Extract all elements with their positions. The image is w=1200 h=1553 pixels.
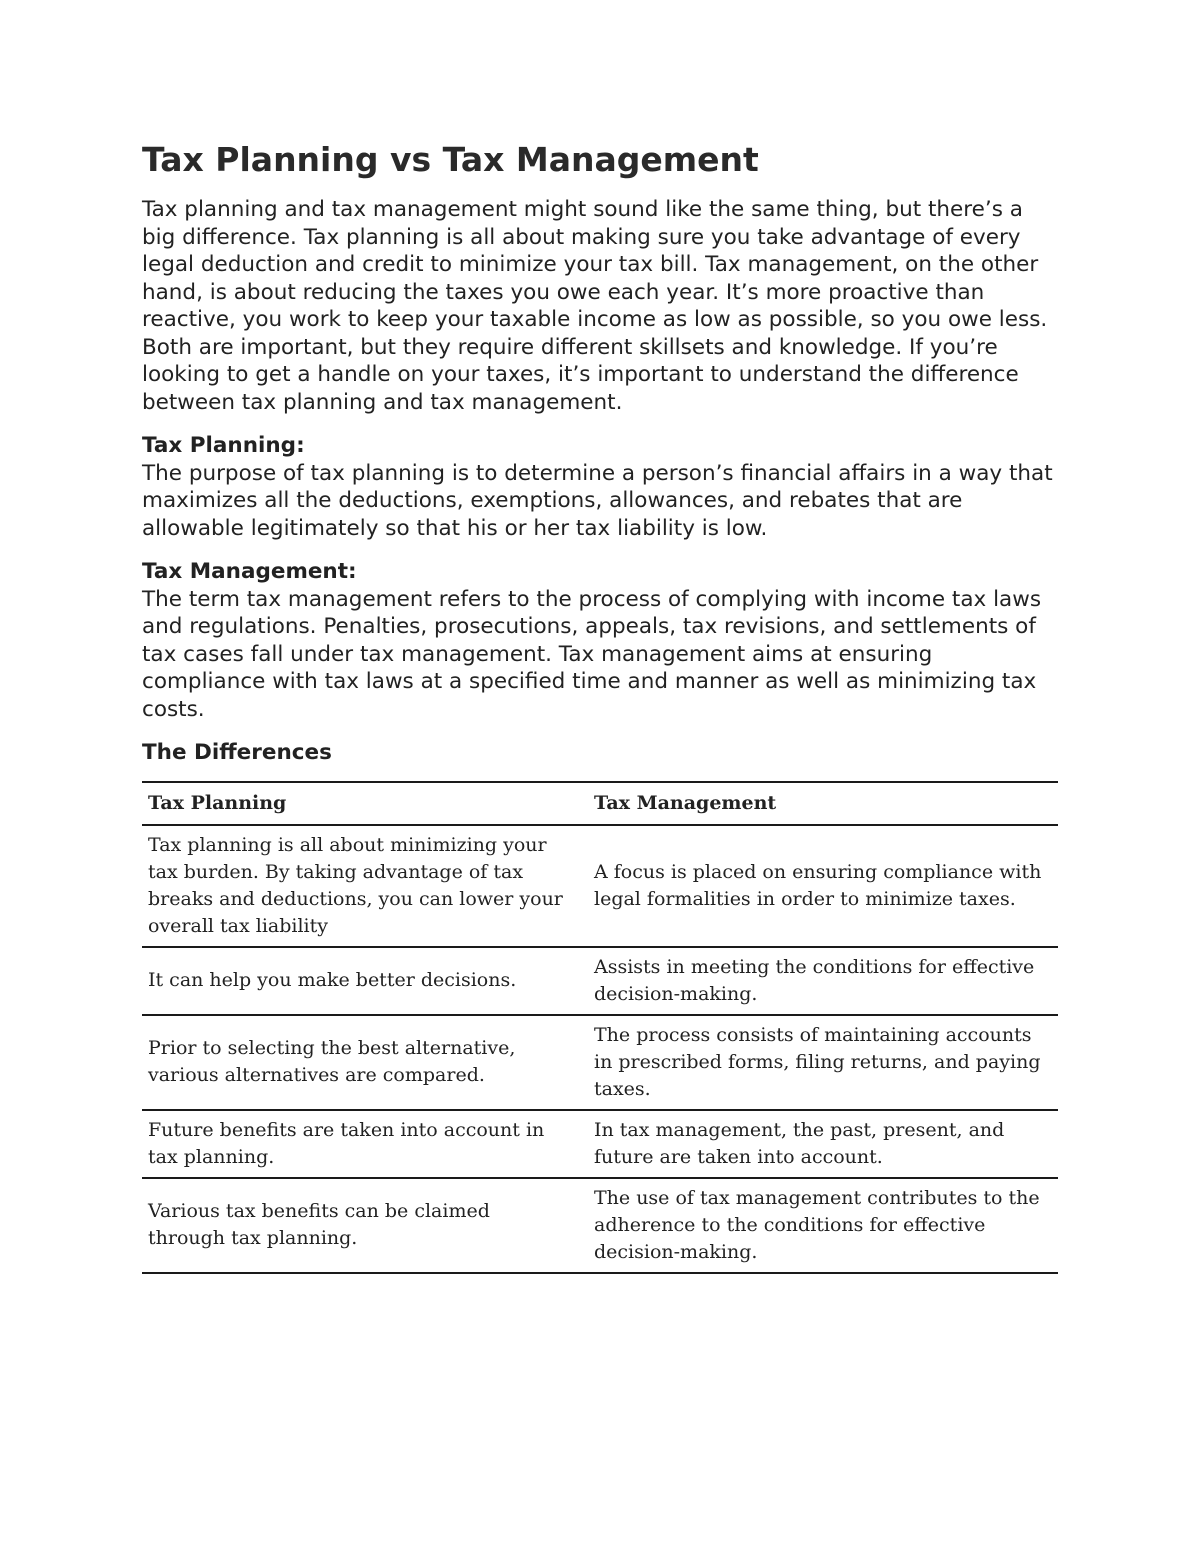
- table-cell: It can help you make better decisions.: [142, 947, 588, 1015]
- table-row: [142, 1178, 1058, 1273]
- differences-heading: The Differences: [142, 740, 332, 765]
- section-heading: Tax Management:: [142, 559, 357, 584]
- table-cell: The use of tax management contributes to the adherence to the conditions for effective decision-making.: [588, 1178, 1058, 1273]
- table-cell: In tax management, the past, present, and future are taken into account.: [588, 1110, 1058, 1178]
- section-body: The term tax management refers to the process of complying with income tax laws and regulations. Penalties, prosecutions, appeals, tax revisions, and settlements of tax cases fall under tax management. Tax management aims at ensuring compliance with tax laws at a specified time and manner as well as minimizing tax costs.: [142, 586, 1042, 722]
- table-cell: Assists in meeting the conditions for effective decision-making.: [588, 947, 1058, 1015]
- table-cell: Tax planning is all about minimizing your tax burden. By taking advantage of tax breaks and deductions, you can lower your overall tax liability: [142, 825, 588, 947]
- table-header-cell: Tax Planning: [142, 782, 588, 825]
- table-cell: The process consists of maintaining accounts in prescribed forms, filing returns, and paying taxes.: [588, 1015, 1058, 1110]
- table-cell: Prior to selecting the best alternative, various alternatives are compared.: [142, 1015, 588, 1110]
- page-title: Tax Planning vs Tax Management: [142, 140, 759, 179]
- section-body: The purpose of tax planning is to determine a person’s financial affairs in a way that maximizes all the deductions, exemptions, allowances, and rebates that are allowable legitimately so that his or her tax liability is low.: [142, 460, 1053, 541]
- section-tax-management: [142, 558, 1058, 723]
- table-row: [142, 947, 1058, 1015]
- document-page: [142, 140, 1058, 1274]
- section-heading: Tax Planning:: [142, 433, 305, 458]
- table-row: [142, 1015, 1058, 1110]
- table-header-row: [142, 782, 1058, 825]
- differences-table: [142, 781, 1058, 1274]
- table-header-cell: Tax Management: [588, 782, 1058, 825]
- table-cell: Various tax benefits can be claimed through tax planning.: [142, 1178, 588, 1273]
- intro-paragraph: Tax planning and tax management might sound like the same thing, but there’s a big difference. Tax planning is all about making sure you take advantage of every legal deduction and credit to minimize your tax bill. Tax management, on the other hand, is about reducing the taxes you owe each year. It’s more proactive than reactive, you work to keep your taxable income as low as possible, so you owe less. Both are important, but they require different skillsets and knowledge. If you’re looking to get a handle on your taxes, it’s important to understand the difference between tax planning and tax management.: [142, 197, 1048, 415]
- table-cell: A focus is placed on ensuring compliance with legal formalities in order to minimize taxes.: [588, 825, 1058, 947]
- section-tax-planning: [142, 432, 1058, 542]
- table-row: [142, 825, 1058, 947]
- table-row: [142, 1110, 1058, 1178]
- table-cell: Future benefits are taken into account in tax planning.: [142, 1110, 588, 1178]
